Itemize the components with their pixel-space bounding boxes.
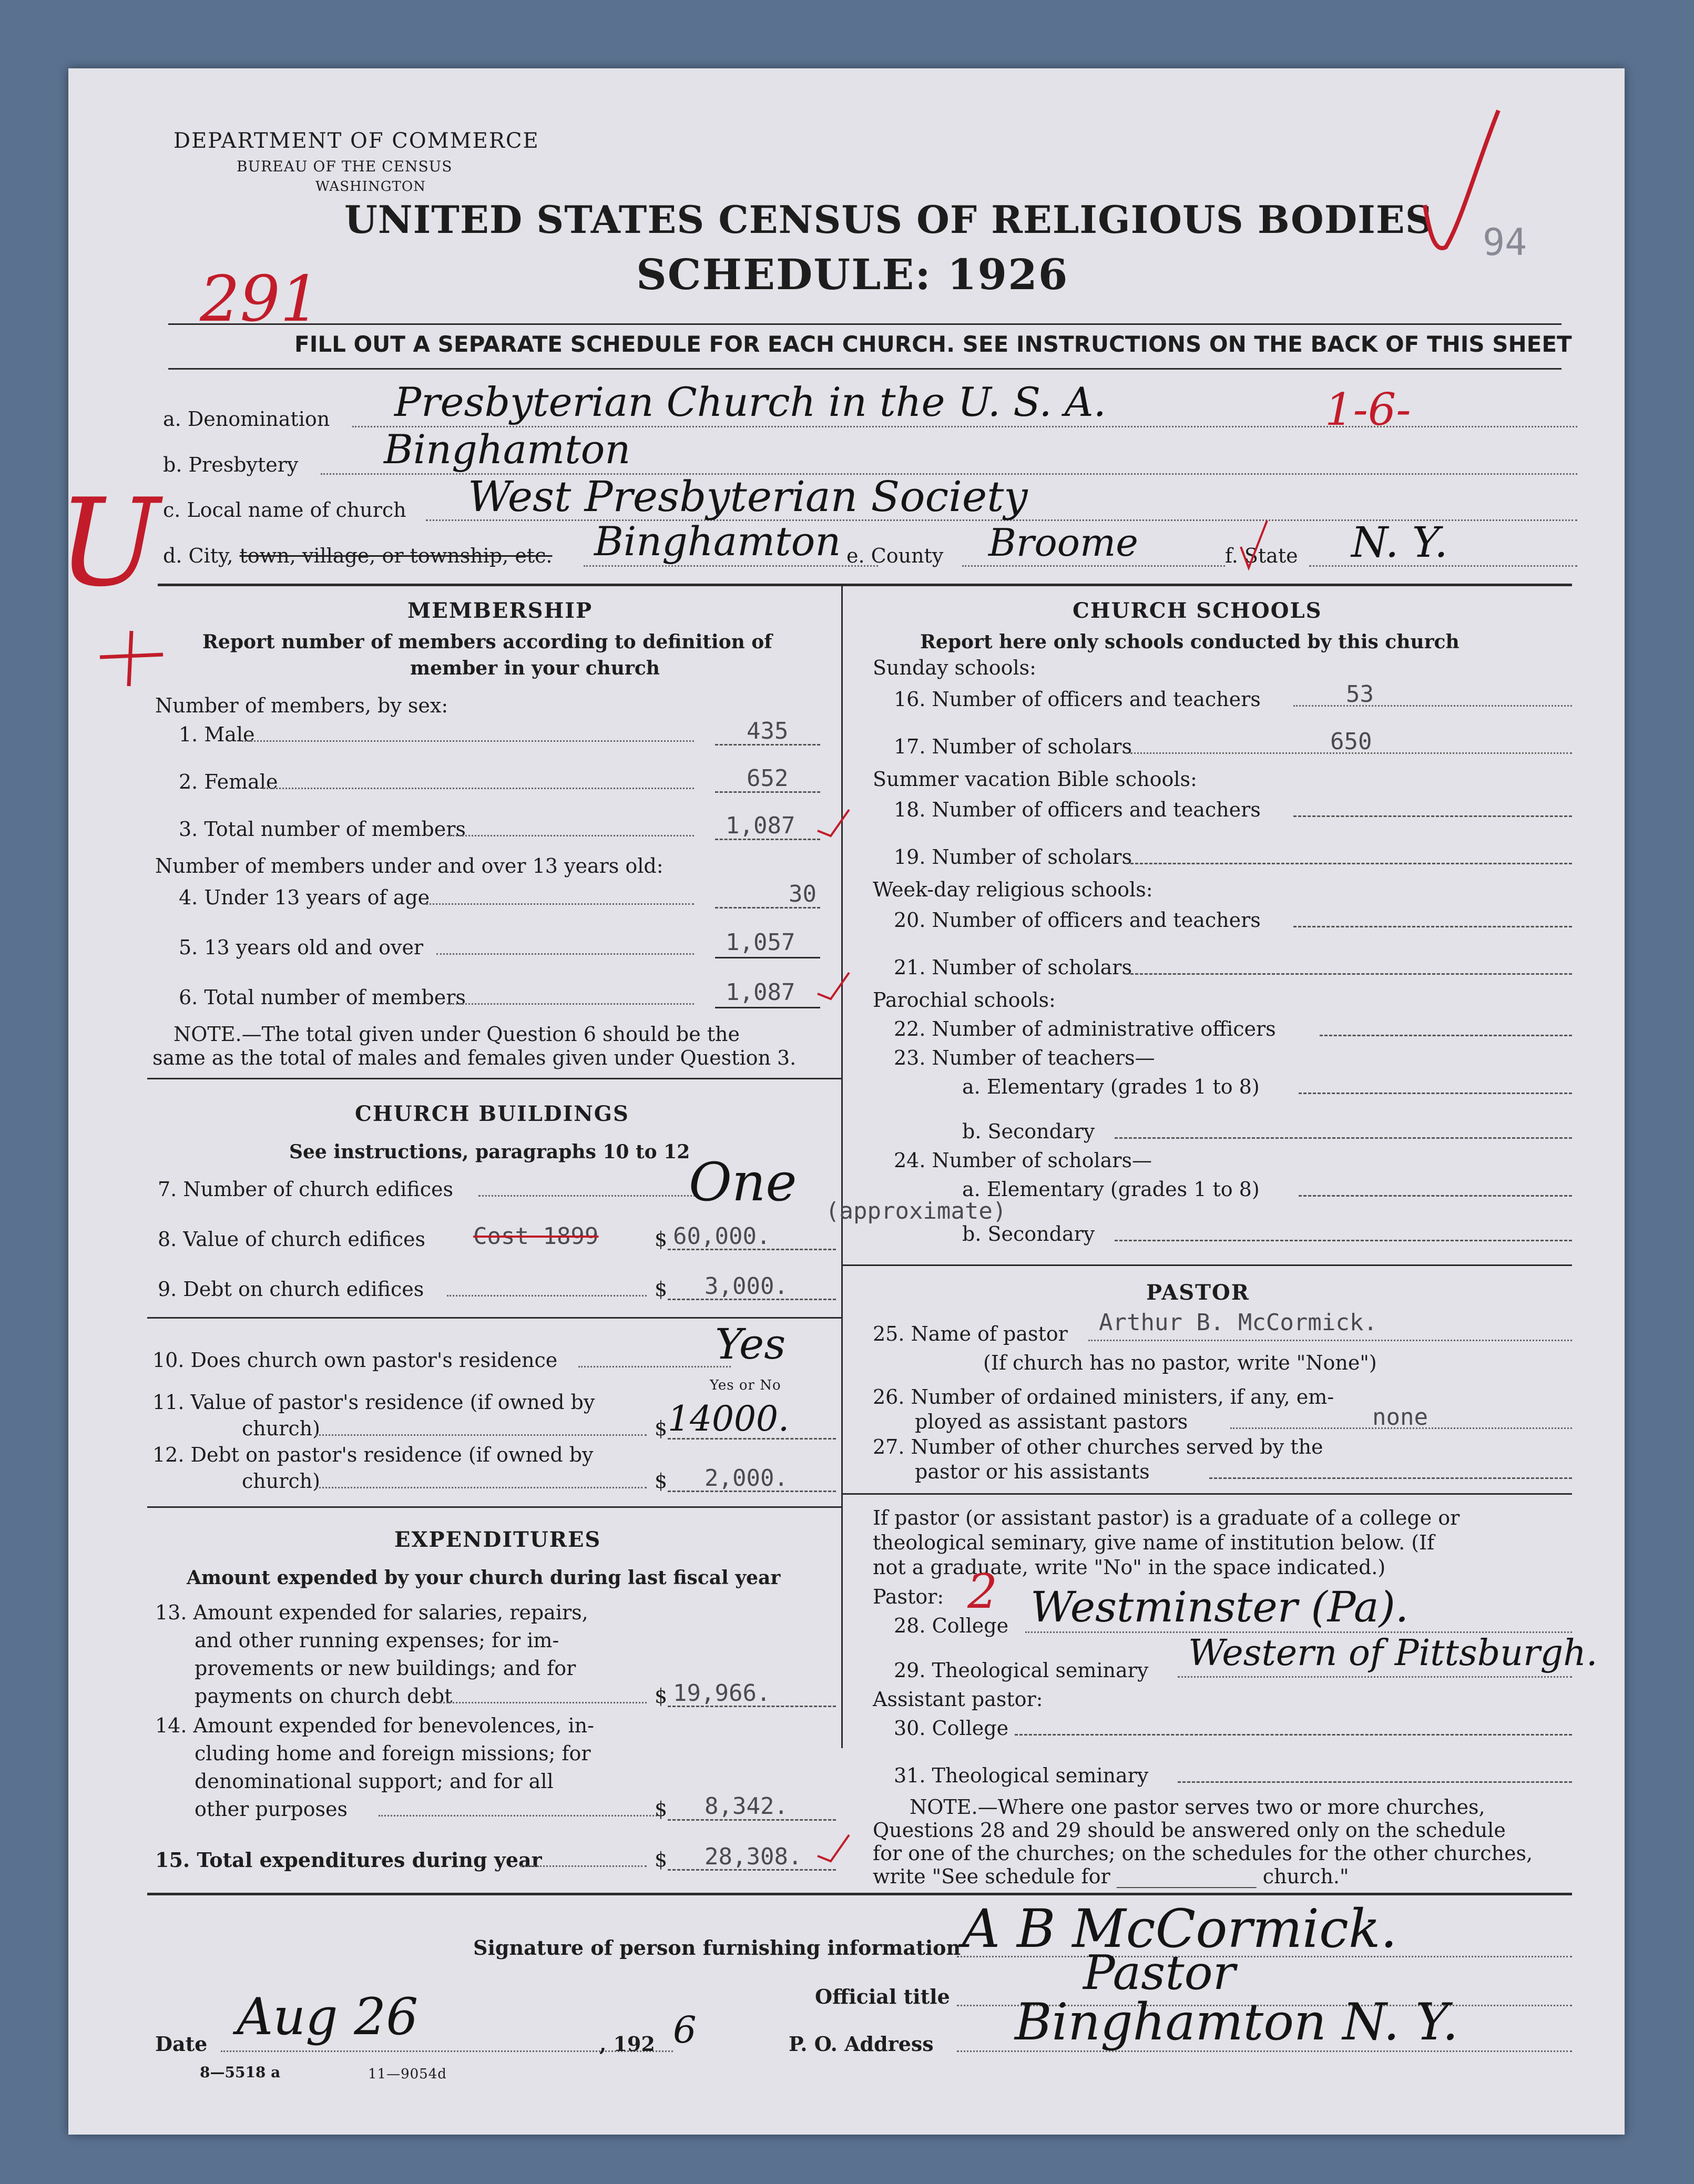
q2-value: 652 xyxy=(747,765,789,792)
q12-label-2: church) xyxy=(242,1469,320,1493)
answer-line xyxy=(668,1299,836,1300)
q12-label: 12. Debt on pastor's residence (if owned by xyxy=(152,1443,594,1466)
graduate-instructions-3: not a graduate, write "No" in the space indicated.) xyxy=(873,1556,1386,1579)
fill-line xyxy=(584,565,878,567)
answer-line xyxy=(715,907,820,909)
q3-label: 3. Total number of members xyxy=(179,818,466,841)
answer-line xyxy=(1293,926,1572,927)
city-label-prefix: d. City, xyxy=(163,544,233,567)
q27-label: 27. Number of other churches served by the xyxy=(873,1435,1323,1458)
q15-label: 15. Total expenditures during year xyxy=(155,1848,542,1872)
q7-value: One xyxy=(689,1151,797,1213)
census-form-sheet xyxy=(58,68,1625,2135)
q26-label-2: ployed as assistant pastors xyxy=(915,1410,1188,1433)
q29-label: 29. Theological seminary xyxy=(894,1659,1149,1682)
q9-value: 3,000. xyxy=(705,1273,788,1300)
q26-value: none xyxy=(1372,1404,1428,1431)
church-name-value: West Presbyterian Society xyxy=(468,472,1028,521)
q13-label-3: provements or new buildings; and for xyxy=(195,1657,576,1680)
answer-line xyxy=(668,1249,836,1250)
dollar-sign: $ xyxy=(655,1228,668,1251)
q16-label: 16. Number of officers and teachers xyxy=(894,688,1261,711)
form-number: 8—5518 a xyxy=(200,2064,281,2081)
date-label: Date xyxy=(155,2032,208,2056)
buildings-heading: CHURCH BUILDINGS xyxy=(355,1101,629,1126)
pastor-note: NOTE.—Where one pastor serves two or more churches, xyxy=(910,1795,1485,1819)
rule xyxy=(168,323,1562,325)
q10-value: Yes xyxy=(715,1320,786,1369)
q4-value: 30 xyxy=(789,881,817,907)
q29-value: Western of Pittsburgh. xyxy=(1188,1632,1598,1674)
pastor-note-2: Questions 28 and 29 should be answered only on the schedule xyxy=(873,1819,1506,1842)
fill-line xyxy=(478,1195,699,1197)
date-value: Aug 26 xyxy=(237,1987,419,2046)
q5-label: 5. 13 years old and over xyxy=(179,936,424,959)
bureau-label: BUREAU OF THE CENSUS xyxy=(237,158,453,175)
pastor-heading: PASTOR xyxy=(1146,1280,1250,1305)
q17-value: 650 xyxy=(1330,728,1372,755)
q31-label: 31. Theological seminary xyxy=(894,1764,1149,1787)
county-value: Broome xyxy=(988,521,1138,565)
q13-value: 19,966. xyxy=(673,1680,771,1707)
answer-line xyxy=(715,957,820,958)
answer-line xyxy=(1299,1195,1572,1197)
q28-label: 28. College xyxy=(894,1614,1009,1637)
answer-line xyxy=(1293,815,1572,817)
q21-label: 21. Number of scholars xyxy=(894,956,1132,979)
rule xyxy=(158,584,1572,586)
form-title: UNITED STATES CENSUS OF RELIGIOUS BODIES xyxy=(344,197,1433,242)
county-label: e. County xyxy=(846,544,944,567)
q7-label: 7. Number of church edifices xyxy=(158,1178,453,1201)
q23-label: 23. Number of teachers— xyxy=(894,1046,1155,1069)
q4-label: 4. Under 13 years of age xyxy=(179,886,430,909)
fill-line xyxy=(436,953,694,955)
stamp-number: 94 xyxy=(1483,221,1527,264)
by-sex-label: Number of members, by sex: xyxy=(155,694,448,717)
state-value: N. Y. xyxy=(1351,518,1448,567)
state-label: f. State xyxy=(1225,544,1298,567)
answer-line xyxy=(715,791,820,793)
dollar-sign: $ xyxy=(655,1469,668,1493)
rule xyxy=(147,1317,841,1319)
red-check-mark-icon xyxy=(1414,100,1509,273)
q26-label: 26. Number of ordained ministers, if any, em- xyxy=(873,1385,1334,1409)
city-label-struck: town, village, or township, etc. xyxy=(239,544,553,567)
q28-value: Westminster (Pa). xyxy=(1030,1583,1409,1631)
answer-line xyxy=(1130,973,1572,975)
membership-intro: Report number of members according to definition of xyxy=(202,631,772,653)
fill-line xyxy=(1293,705,1572,707)
q6-value: 1,087 xyxy=(726,979,795,1006)
fill-line xyxy=(436,1702,647,1703)
schedule-title: SCHEDULE: 1926 xyxy=(636,250,1069,299)
rule xyxy=(147,1506,841,1508)
answer-line xyxy=(1115,1240,1572,1241)
denomination-label: a. Denomination xyxy=(163,407,330,431)
q9-label: 9. Debt on church edifices xyxy=(158,1278,424,1301)
denomination-value: Presbyterian Church in the U. S. A. xyxy=(394,379,1106,425)
column-divider xyxy=(841,586,843,1748)
rule xyxy=(168,368,1562,370)
q8-approximate-note: (approximate) xyxy=(825,1198,1007,1224)
q15-value: 28,308. xyxy=(705,1843,802,1870)
q1-label: 1. Male xyxy=(179,723,255,746)
by-age-label: Number of members under and over 13 years old: xyxy=(155,854,664,877)
fill-line xyxy=(578,1366,731,1367)
print-number: 11—9054d xyxy=(368,2066,447,2082)
q25-hint: (If church has no pastor, write "None") xyxy=(983,1351,1377,1374)
q25-value: Arthur B. McCormick. xyxy=(1099,1309,1377,1336)
church-name-label: c. Local name of church xyxy=(163,498,406,522)
q14-label: 14. Amount expended for benevolences, in- xyxy=(155,1714,594,1737)
presbytery-label: b. Presbytery xyxy=(163,453,299,476)
q8-struck: Cost 1899 xyxy=(473,1223,599,1250)
answer-line xyxy=(1320,1035,1572,1036)
q16-value: 53 xyxy=(1346,681,1374,708)
fill-line xyxy=(242,740,694,742)
q11-label-2: church) xyxy=(242,1417,320,1440)
year-prefix: , 192 xyxy=(599,2032,655,2056)
fill-out-instruction: FILL OUT A SEPARATE SCHEDULE FOR EACH CHURCH. SEE INSTRUCTIONS ON THE BACK OF THIS SHEET xyxy=(294,331,1572,357)
q23b-label: b. Secondary xyxy=(962,1120,1095,1143)
red-tick-icon xyxy=(815,962,852,1004)
q3-value: 1,087 xyxy=(726,812,795,839)
answer-line xyxy=(1015,1734,1572,1736)
q20-label: 20. Number of officers and teachers xyxy=(894,909,1261,932)
signature-label: Signature of person furnishing information xyxy=(473,1936,961,1960)
rule xyxy=(841,1493,1572,1495)
answer-line xyxy=(1130,863,1572,864)
answer-line xyxy=(668,1438,836,1440)
po-address-label: P. O. Address xyxy=(789,2032,934,2056)
membership-intro-2: member in your church xyxy=(410,657,660,679)
schools-intro: Report here only schools conducted by this church xyxy=(920,631,1460,653)
graduate-instructions-2: theological seminary, give name of institution below. (If xyxy=(873,1531,1435,1554)
membership-note: NOTE.—The total given under Question 6 should be the xyxy=(174,1023,740,1046)
parochial-schools-label: Parochial schools: xyxy=(873,988,1056,1012)
fill-line xyxy=(447,1295,647,1297)
assistant-pastor-subheading: Assistant pastor: xyxy=(873,1688,1043,1711)
red-pastor-mark: 2 xyxy=(967,1564,998,1619)
washington-label: WASHINGTON xyxy=(315,179,426,195)
q24a-label: a. Elementary (grades 1 to 8) xyxy=(962,1178,1260,1201)
city-value: Binghamton xyxy=(594,518,841,565)
q17-label: 17. Number of scholars xyxy=(894,735,1132,758)
q24-label: 24. Number of scholars— xyxy=(894,1149,1152,1172)
expenditures-intro: Amount expended by your church during last fiscal year xyxy=(187,1567,781,1589)
fill-line xyxy=(447,1003,694,1005)
q30-label: 30. College xyxy=(894,1717,1009,1740)
q25-label: 25. Name of pastor xyxy=(873,1322,1068,1345)
q10-hint: Yes or No xyxy=(710,1377,781,1393)
answer-line xyxy=(1178,1781,1572,1783)
fill-line xyxy=(263,788,694,789)
pastor-note-4: write "See schedule for ______________ church." xyxy=(873,1865,1349,1888)
q8-value: 60,000. xyxy=(673,1223,771,1250)
q14-label-2: cluding home and foreign missions; for xyxy=(195,1742,591,1765)
weekday-schools-label: Week-day religious schools: xyxy=(873,878,1153,901)
fill-line xyxy=(379,1815,657,1816)
fill-line xyxy=(962,565,1225,567)
fill-line xyxy=(447,835,694,836)
red-cross-mark-icon xyxy=(95,626,168,689)
q14-value: 8,342. xyxy=(705,1793,788,1820)
membership-note-2: same as the total of males and females given under Question 3. xyxy=(152,1046,797,1069)
answer-line xyxy=(715,839,820,840)
dollar-sign: $ xyxy=(655,1417,668,1440)
dollar-sign: $ xyxy=(655,1278,668,1301)
rule xyxy=(147,1078,841,1079)
presbytery-value: Binghamton xyxy=(384,426,631,473)
dollar-sign: $ xyxy=(655,1798,668,1821)
answer-line xyxy=(1115,1137,1572,1139)
q12-value: 2,000. xyxy=(705,1465,788,1492)
official-title-value: Pastor xyxy=(1083,1945,1236,2001)
answer-line xyxy=(715,744,820,746)
buildings-instructions: See instructions, paragraphs 10 to 12 xyxy=(289,1141,690,1163)
year-digit: 6 xyxy=(673,2008,697,2052)
membership-heading: MEMBERSHIP xyxy=(407,598,593,623)
fill-line xyxy=(1178,1676,1572,1678)
q11-label: 11. Value of pastor's residence (if owned by xyxy=(152,1391,595,1414)
q5-value: 1,057 xyxy=(726,929,795,956)
answer-line xyxy=(715,1007,820,1008)
q23a-label: a. Elementary (grades 1 to 8) xyxy=(962,1075,1260,1098)
q22-label: 22. Number of administrative officers xyxy=(894,1017,1276,1040)
po-address-value: Binghamton N. Y. xyxy=(1015,1993,1458,2052)
city-label xyxy=(163,544,552,567)
q6-label: 6. Total number of members xyxy=(179,986,466,1009)
q14-label-4: other purposes xyxy=(195,1798,348,1821)
q1-value: 435 xyxy=(747,718,789,744)
answer-line xyxy=(1209,1477,1572,1479)
signature-value: A B McCormick. xyxy=(962,1898,1397,1960)
q13-label: 13. Amount expended for salaries, repairs, xyxy=(155,1601,588,1624)
official-title-label: Official title xyxy=(815,1985,950,2008)
fill-line xyxy=(315,1434,647,1436)
expenditures-heading: EXPENDITURES xyxy=(394,1527,601,1552)
schools-heading: CHURCH SCHOOLS xyxy=(1073,598,1322,623)
fill-line xyxy=(1088,1340,1572,1341)
q11-value: 14000. xyxy=(668,1399,789,1439)
pastor-subheading: Pastor: xyxy=(873,1585,944,1608)
answer-line xyxy=(668,1819,836,1821)
q14-label-3: denominational support; and for all xyxy=(195,1770,554,1793)
rule xyxy=(147,1893,1572,1895)
q27-label-2: pastor or his assistants xyxy=(915,1460,1150,1483)
dollar-sign: $ xyxy=(655,1848,668,1871)
red-tick-icon xyxy=(815,799,852,841)
q10-label: 10. Does church own pastor's residence xyxy=(152,1349,558,1372)
q24b-label: b. Secondary xyxy=(962,1222,1095,1246)
red-file-number: 291 xyxy=(200,263,321,336)
answer-line xyxy=(668,1706,836,1707)
fill-line xyxy=(426,903,694,905)
department-label: DEPARTMENT OF COMMERCE xyxy=(174,129,539,153)
pastor-note-3: for one of the churches; on the schedules for the other churches, xyxy=(873,1842,1533,1865)
rule xyxy=(841,1264,1572,1266)
answer-line xyxy=(1299,1093,1572,1094)
answer-line xyxy=(668,1869,836,1871)
red-tick-icon xyxy=(1236,515,1272,573)
red-margin-mark: U xyxy=(58,473,160,614)
q18-label: 18. Number of officers and teachers xyxy=(894,798,1261,821)
q13-label-2: and other running expenses; for im- xyxy=(195,1629,559,1652)
q13-label-4: payments on church debt xyxy=(195,1685,453,1708)
fill-line xyxy=(315,1487,647,1488)
answer-line xyxy=(668,1491,836,1492)
q8-label: 8. Value of church edifices xyxy=(158,1228,425,1251)
fill-line xyxy=(521,1865,647,1867)
summer-schools-label: Summer vacation Bible schools: xyxy=(873,768,1197,791)
q19-label: 19. Number of scholars xyxy=(894,845,1132,869)
sunday-schools-label: Sunday schools: xyxy=(873,656,1036,679)
q2-label: 2. Female xyxy=(179,770,278,793)
graduate-instructions: If pastor (or assistant pastor) is a graduate of a college or xyxy=(873,1506,1460,1529)
red-mark-code: 1-6- xyxy=(1325,384,1411,435)
dollar-sign: $ xyxy=(655,1685,668,1708)
red-tick-icon xyxy=(815,1824,852,1866)
